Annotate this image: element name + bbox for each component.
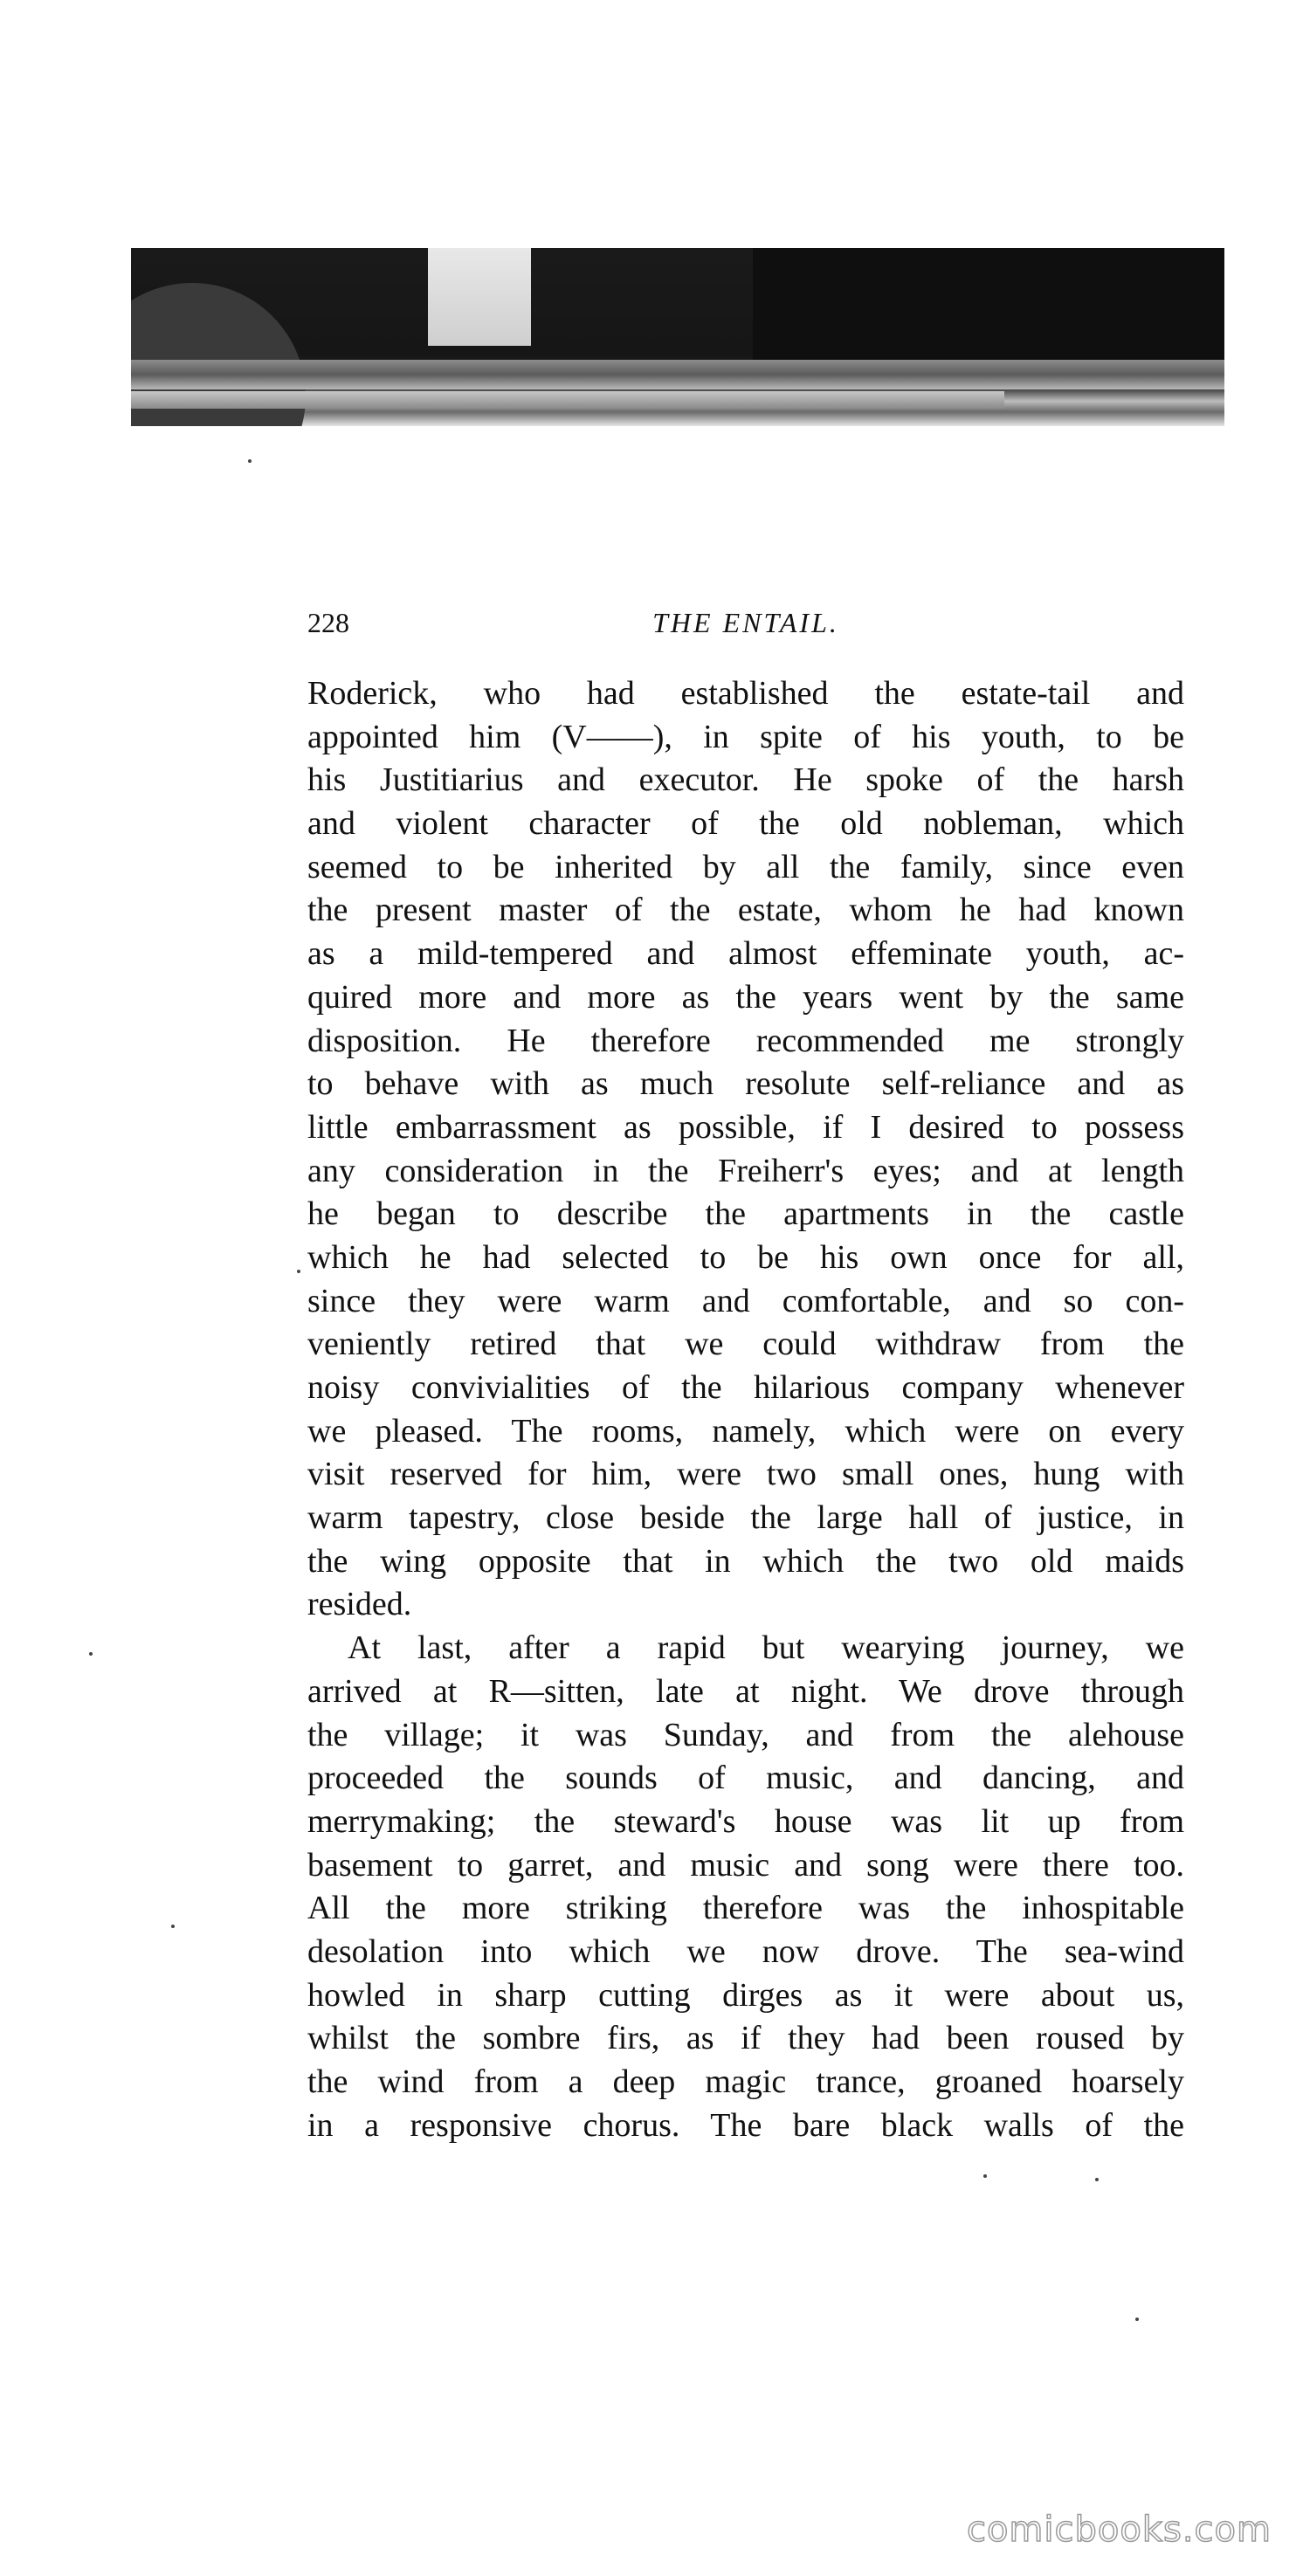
text-line: noisy convivialities of the hilarious company whenever [307,1369,1184,1406]
text-line: the wing opposite that in which the two old maids [307,1542,1184,1580]
text-line: the village; it was Sunday, and from the alehouse [307,1716,1184,1753]
text-line: arrived at R—sitten, late at night. We drove through [307,1672,1184,1710]
text-line: in a responsive chorus. The bare black walls of the [307,2106,1184,2144]
scan-speck [1095,2178,1099,2181]
running-head [307,601,1184,644]
scan-band [131,360,1224,389]
text-line: which he had selected to be his own once for all, [307,1238,1184,1276]
paragraph-start-line: At last, after a rapid but wearying journey, we [348,1629,1184,1667]
text-line: the present master of the estate, whom he had known [307,892,1184,929]
scan-window-shape [428,248,531,346]
paragraph-end-line: resided. [307,1586,412,1623]
text-line: the wind from a deep magic trance, groaned hoarsely [307,2063,1184,2100]
text-line: visit reserved for him, were two small ones, hung with [307,1456,1184,1493]
text-line: since they were warm and comfortable, and so con- [307,1282,1184,1319]
text-line: appointed him (V——), in spite of his youth, to be [307,718,1184,755]
text-line: whilst the sombre firs, as if they had been roused by [307,2020,1184,2057]
text-line: seemed to be inherited by all the family, since even [307,848,1184,885]
page-number: 228 [307,607,349,638]
text-line: warm tapestry, close beside the large hall of justice, in [307,1499,1184,1537]
text-line: his Justitiarius and executor. He spoke of the harsh [307,761,1184,799]
scan-speck [983,2174,987,2178]
scan-band-lower [131,391,1004,409]
text-line: disposition. He therefore recommended me strongly [307,1022,1184,1059]
watermark: comicbooks.com [966,2510,1272,2550]
text-line: to behave with as much resolute self-reliance and as [307,1065,1184,1103]
text-line: and violent character of the old nobleman, which [307,805,1184,843]
text-line: as a mild-tempered and almost effeminate youth, ac- [307,935,1184,973]
text-line: little embarrassment as possible, if I desired to possess [307,1108,1184,1146]
text-line: merrymaking; the steward's house was lit up from [307,1802,1184,1840]
text-line: proceeded the sounds of music, and dancing, and [307,1760,1184,1797]
text-line: quired more and more as the years went by the same [307,978,1184,1016]
body-text [307,672,1184,2147]
text-line: Roderick, who had established the estate-tail and [307,675,1184,712]
text-line: All the more striking therefore was the inhospitable [307,1890,1184,1927]
text-line: desolation into which we now drove. The sea-wind [307,1932,1184,1970]
scan-speck [89,1652,93,1656]
scan-speck [1135,2318,1139,2321]
text-line: howled in sharp cutting dirges as it were about us, [307,1976,1184,2014]
text-line: he began to describe the apartments in the castle [307,1195,1184,1233]
scan-speck [171,1925,175,1928]
running-title: THE ENTAIL. [652,607,839,638]
scan-speck [248,459,252,463]
text-line: we pleased. The rooms, namely, which were on every [307,1412,1184,1450]
scan-image-top [131,248,1224,426]
text-line: any consideration in the Freiherr's eyes; and at length [307,1152,1184,1189]
text-line: basement to garret, and music and song were there too. [307,1846,1184,1884]
text-line: veniently retired that we could withdraw from the [307,1326,1184,1363]
scan-speck [297,1270,300,1273]
